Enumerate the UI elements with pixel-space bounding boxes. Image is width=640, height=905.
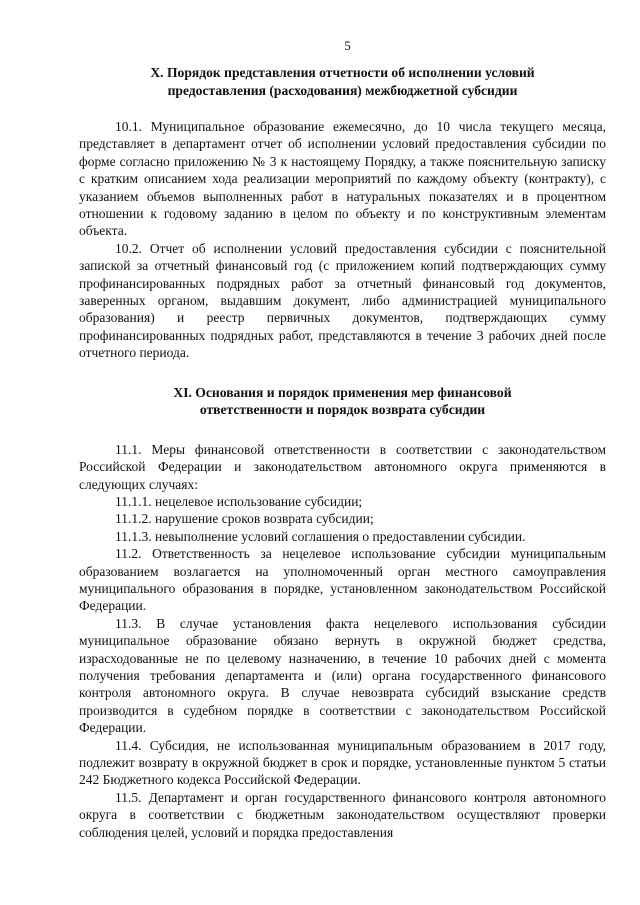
paragraph-11-1-3: 11.1.3. невыполнение условий соглашения о предоставлении субсидии. [115,528,526,544]
paragraph-11-3: 11.3. В случае установления факта нецелевого использования субсидии муниципальное образование обязано вернуть в окружной бюджет средства, израсходованные не по целевому назначению, в течение 10 рабочих дней с момента получения требования департамента и (или) органа государственного финансового контроля автономного округа. В случае невозврата субсидий взыскание средств производится в судебном порядке в соответствии с законодательством Российской Федерации. [79,615,606,736]
heading-line: предоставления (расходования) межбюджетной субсидии [167,82,518,98]
paragraph-10-2: 10.2. Отчет об исполнении условий предоставления субсидии с пояснительной запиской за отчетный финансовый год (с приложением копий подтверждающих сумму профинансированных подрядных работ за отчетный финансовый год документов, заверенных органом, выдавшим документ, либо администрацией муниципального образования) и реестр первичных документов, подтверждающих сумму профинансированных подрядных работ, представляются в течение 3 рабочих дней после отчетного периода. [79,240,606,361]
paragraph-11-1-2: 11.1.2. нарушение сроков возврата субсидии; [115,511,374,527]
section-body-x [79,118,606,362]
paragraph-11-1-1: 11.1.1. нецелевое использование субсидии; [115,493,363,509]
heading-line: ответственности и порядок возврата субсидии [199,402,486,418]
paragraph-11-1: 11.1. Меры финансовой ответственности в соответствии с законодательством Российской Федерации и законодательством автономного округа применяются в следующих случаях: [79,441,606,492]
paragraph-11-4: 11.4. Субсидия, не использованная муниципальным образованием в 2017 году, подлежит возврату в окружной бюджет в срок и порядке, установленные пунктом 5 статьи 242 Бюджетного кодекса Российской Федерации. [79,737,606,788]
heading-line: X. Порядок представления отчетности об исполнении условий [150,65,535,80]
section-heading-x [79,64,606,99]
paragraph-11-5: 11.5. Департамент и орган государственного финансового контроля автономного округа в соответствии с бюджетным законодательством осуществляют проверки соблюдения целей, условий и порядка предоставления [79,789,606,840]
section-heading-xi [79,384,606,419]
paragraph-10-1: 10.1. Муниципальное образование ежемесячно, до 10 числа текущего месяца, представляет в департамент отчет об исполнении условий предоставления субсидии по форме согласно приложению № 3 к настоящему Порядку, а также пояснительную записку с кратким описанием хода реализации мероприятий по каждому объекту (контракту), с указанием объемов выполненных работ в натуральных показателях и в процентном отношении к годовому заданию в целом по объекту и по конструктивным элементам объекта. [79,119,606,239]
section-body-xi [79,441,606,841]
page-number: 5 [344,38,351,53]
heading-line: XI. Основания и порядок применения мер финансовой [173,384,512,400]
paragraph-11-2: 11.2. Ответственность за нецелевое использование субсидии муниципальным образованием возлагается на уполномоченный орган местного самоуправления муниципального образования в порядке, установленном законодательством Российской Федерации. [79,546,606,614]
